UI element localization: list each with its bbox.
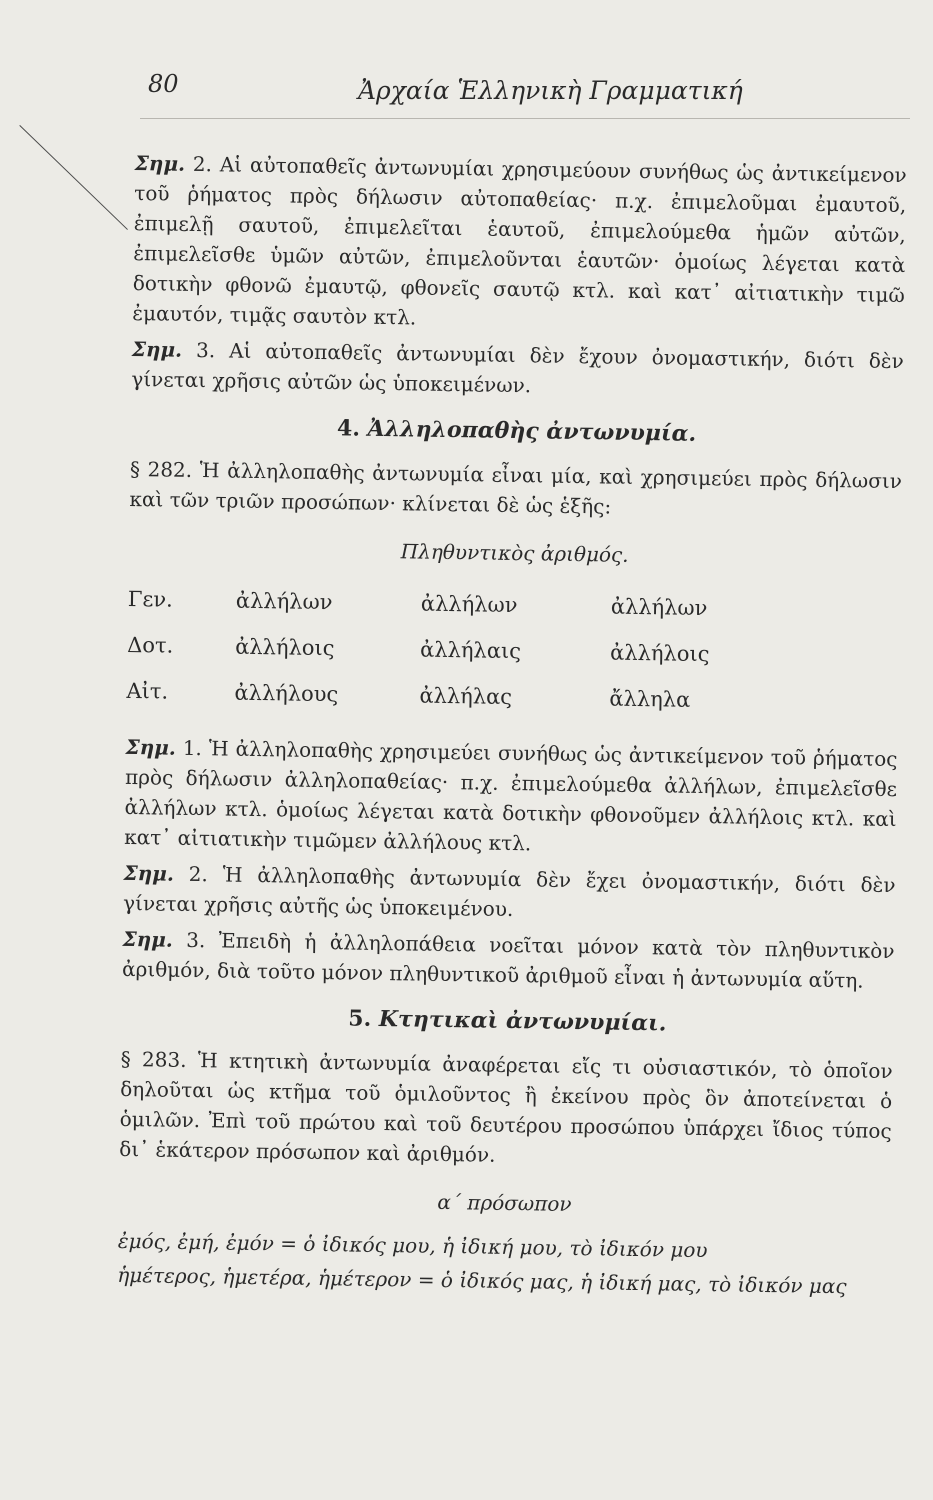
table-title: Πληθυντικὸς ἀριθμός. <box>400 539 629 567</box>
note-number: 3. <box>186 927 206 953</box>
paragraph-text: Ἡ ἀλληλοπαθὴς ἀντωνυμία εἶναι μία, καὶ χρησιμεύει πρὸς δήλωσιν καὶ τῶν τριῶν προσώπων· κλίνεται δὲ ὡς ἑξῆς: <box>129 458 903 519</box>
note-text: Ἐπειδὴ ἡ ἀλληλοπάθεια νοεῖται μόνον κατὰ τὸν πληθυντικὸν ἀριθμόν, διὰ τοῦτο μόνον πληθυντικοῦ ἀριθμοῦ εἶναι ἡ ἀντωνυμία αὕτη. <box>121 928 895 993</box>
note-label: Σημ. <box>125 734 177 760</box>
note-label: Σημ. <box>134 150 186 176</box>
paragraph-text: Ἡ κτητικὴ ἀντωνυμία ἀναφέρεται εἴς τι οὐσιαστικόν, τὸ ὁποῖον δηλοῦται ὡς κτῆμα τοῦ ὁμιλοῦντος ἢ ἐκείνου πρὸς ὃν ἀποτείνεται ὁ ὁμιλῶν. Ἐπὶ τοῦ πρώτου καὶ τοῦ δευτέρου προσώπου ὑπάρχει ἴδιος τύπος δι᾿ ἑκάτερον πρόσωπον καὶ ἀριθμόν. <box>119 1048 893 1167</box>
declension-form: ἀλλήλων <box>235 588 333 615</box>
note-number: 2. <box>192 151 213 177</box>
running-title: Ἀρχαία Ἑλληνικὴ Γραμματική <box>358 76 743 105</box>
forms-line: ἐμός, ἐμή, ἐμόν = ὁ ἰδικός μου, ἡ ἰδική μου, τὸ ἰδικόν μου <box>117 1228 708 1263</box>
heading-number: 4. <box>336 415 361 442</box>
section-heading-possessive <box>121 1000 893 1042</box>
page-number: 80 <box>148 70 179 98</box>
note-text: Αἱ αὐτοπαθεῖς ἀντωνυμίαι χρησιμεύουν συνήθως ὡς ἀντικείμενον τοῦ ῥήματος πρὸς δήλωσιν αὐτοπαθείας· π.χ. ἐπιμελοῦμαι ἐμαυτοῦ, ἐπιμελῇ σαυτοῦ, ἐπιμελεῖται ἑαυτοῦ, ἐπιμελούμεθα ἡμῶν αὐτῶν, ἐπιμελεῖσθε ὑμῶν αὐτῶν, ἐπιμελοῦνται ἑαυτῶν· ὁμοίως λέγεται κατὰ δοτικὴν φθονῶ ἐμαυτῷ, φθονεῖς σαυτῷ κτλ. καὶ κατ᾿ αἰτιατικὴν τιμῶ ἐμαυτόν, τιμᾷς σαυτὸν κτλ. <box>132 152 907 330</box>
note-text: Αἱ αὐτοπαθεῖς ἀντωνυμίαι δὲν ἔχουν ὀνομαστικήν, διότι δὲν γίνεται χρῆσις αὐτῶν ὡς ὑποκειμένων. <box>131 338 904 398</box>
note-reflexive-2 <box>132 148 907 340</box>
note-reciprocal-2 <box>123 858 896 930</box>
page-header <box>0 70 933 110</box>
paragraph-282 <box>129 454 902 526</box>
section-heading-reciprocal <box>130 410 902 452</box>
declension-form: ἄλληλα <box>609 686 691 712</box>
note-reciprocal-1 <box>124 732 898 864</box>
note-text: Ἡ ἀλληλοπαθὴς χρησιμεύει συνήθως ὡς ἀντικείμενον τοῦ ῥήματος πρὸς δήλωσιν ἀλληλοπαθείας· π.χ. ἐπιμελούμεθα ἀλλήλων, ἐπιμελεῖσθε ἀλλήλων κτλ. ὁμοίως λέγεται κατὰ δοτικὴν φθονοῦμεν ἀλλήλοις κτλ. καὶ κατ᾿ αἰτιατικὴν τιμῶμεν ἀλλήλους κτλ. <box>123 736 898 856</box>
case-label: Αἰτ. <box>126 678 169 704</box>
forms-line: ἡμέτερος, ἡμετέρα, ἡμέτερον = ὁ ἰδικός μας, ἡ ἰδική μας, τὸ ἰδικόν μας <box>117 1262 847 1299</box>
declension-row <box>126 668 807 725</box>
declension-form: ἀλλήλας <box>419 683 513 709</box>
heading-number: 5. <box>348 1005 372 1032</box>
declension-form: ἀλλήλων <box>610 594 708 621</box>
note-reciprocal-3 <box>122 924 895 996</box>
heading-text: Κτητικαὶ ἀντωνυμίαι. <box>378 1005 667 1037</box>
case-label: Δοτ. <box>127 632 174 658</box>
note-number: 3. <box>195 337 216 363</box>
note-label: Σημ. <box>123 860 175 886</box>
declension-table <box>126 576 808 725</box>
header-rule <box>140 118 910 119</box>
declension-form: ἀλλήλαις <box>419 637 522 664</box>
paragraph-number: § 283. <box>120 1046 187 1072</box>
subheading-first-person: α΄ πρόσωπον <box>437 1189 572 1216</box>
declension-form: ἀλλήλων <box>420 591 518 618</box>
note-label: Σημ. <box>131 336 183 362</box>
pencil-mark <box>19 125 128 230</box>
case-label: Γεν. <box>127 586 174 612</box>
possessive-forms <box>117 1226 890 1302</box>
heading-text: Ἀλληλοπαθὴς ἀντωνυμία. <box>367 415 697 447</box>
note-text: Ἡ ἀλληλοπαθὴς ἀντωνυμία δὲν ἔχει ὀνομαστικήν, διότι δὲν γίνεται χρῆσις αὐτῆς ὡς ὑποκειμένου. <box>122 862 896 922</box>
declension-form: ἀλλήλοις <box>609 640 710 667</box>
declension-form: ἀλλήλους <box>234 680 339 707</box>
paragraph-283 <box>119 1044 893 1176</box>
note-reflexive-3 <box>131 334 904 406</box>
paragraph-number: § 282. <box>129 456 193 482</box>
declension-form: ἀλλήλοις <box>234 634 335 661</box>
note-number: 2. <box>188 861 209 887</box>
note-number: 1. <box>182 735 203 761</box>
note-label: Σημ. <box>122 926 174 952</box>
page-body <box>117 148 907 1306</box>
